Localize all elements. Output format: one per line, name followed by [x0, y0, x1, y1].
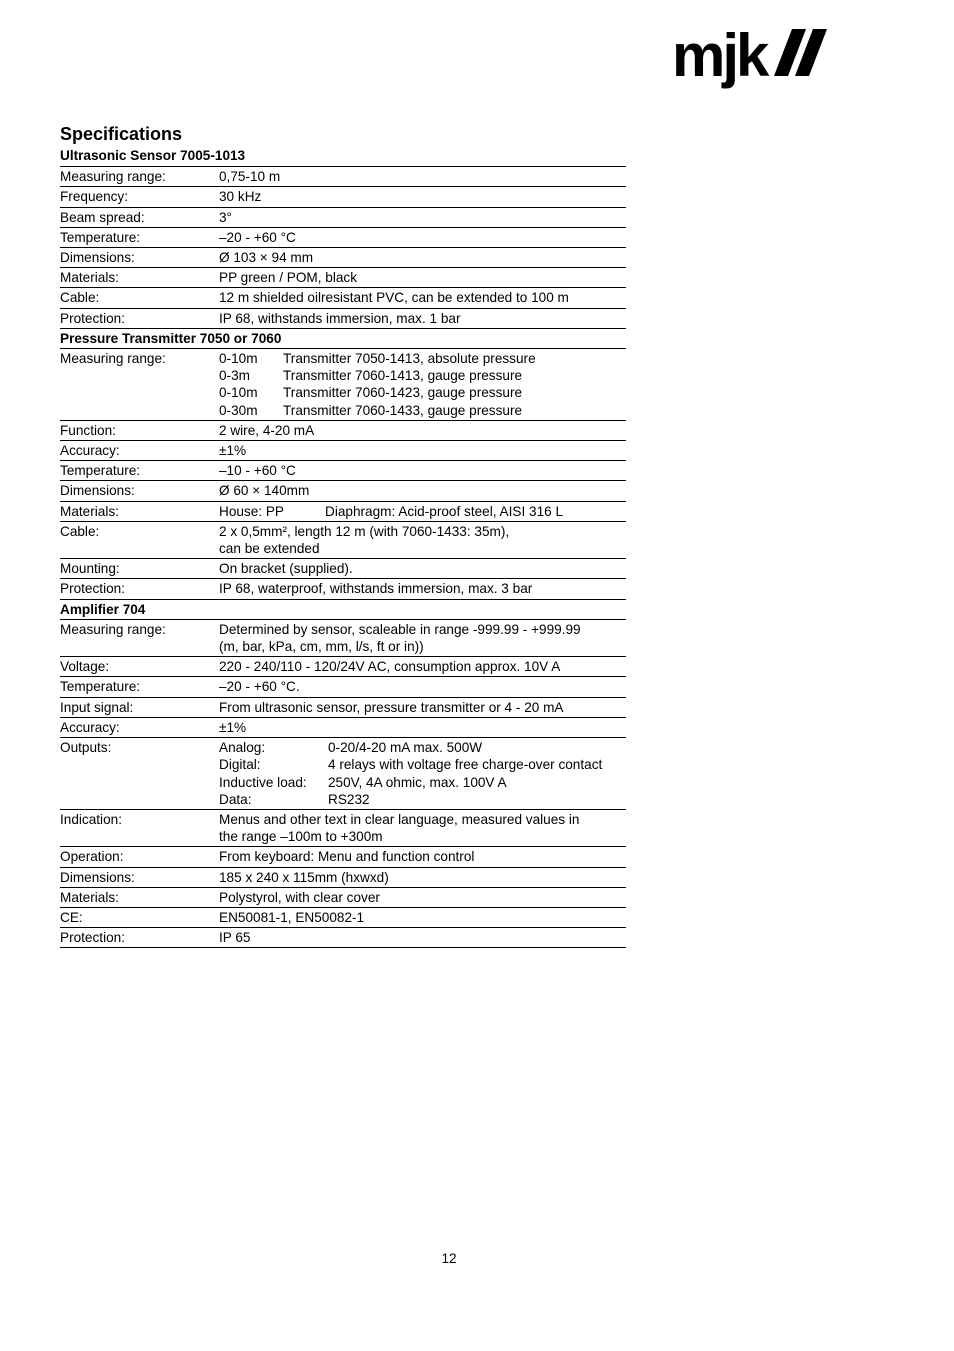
spec-label: Frequency:	[60, 187, 219, 207]
output-value: RS232	[328, 791, 370, 807]
spec-row	[60, 657, 626, 677]
spec-label: Dimensions:	[60, 867, 219, 887]
measuring-line	[219, 367, 626, 384]
spec-row	[60, 579, 626, 599]
spec-label: CE:	[60, 907, 219, 927]
spec-value: 185 x 240 x 115mm (hxwxd)	[219, 867, 626, 887]
spec-row	[60, 207, 626, 227]
spec-row	[60, 481, 626, 501]
spec-row	[60, 268, 626, 288]
spec-row	[60, 461, 626, 481]
spec-value: 12 m shielded oilresistant PVC, can be extended to 100 m	[219, 288, 626, 308]
spec-row	[60, 697, 626, 717]
spec-value	[219, 521, 626, 558]
spec-row	[60, 349, 626, 421]
spec-label: Mounting:	[60, 559, 219, 579]
spec-value: On bracket (supplied).	[219, 559, 626, 579]
logo-text: mjk	[672, 26, 767, 89]
spec-value: IP 65	[219, 928, 626, 948]
output-line	[219, 791, 626, 808]
range: 0-10m	[219, 351, 258, 367]
section-ultrasonic	[60, 146, 626, 167]
spec-row	[60, 420, 626, 440]
spec-value: IP 68, waterproof, withstands immersion, max. 3 bar	[219, 579, 626, 599]
output-key: Digital:	[219, 757, 261, 773]
spec-value: ±1%	[219, 717, 626, 737]
spec-label: Measuring range:	[60, 167, 219, 187]
range-desc: Transmitter 7060-1423, gauge pressure	[283, 385, 523, 401]
spec-value: Ø 103 × 94 mm	[219, 248, 626, 268]
spec-row	[60, 867, 626, 887]
spec-label: Materials:	[60, 501, 219, 521]
spec-value: ±1%	[219, 441, 626, 461]
specifications-table	[60, 146, 626, 948]
output-value: 0-20/4-20 mA max. 500W	[328, 740, 483, 756]
spec-row	[60, 288, 626, 308]
spec-row	[60, 717, 626, 737]
spec-row	[60, 248, 626, 268]
spec-value: –20 - +60 °C.	[219, 677, 626, 697]
section-heading: Amplifier 704	[60, 599, 626, 619]
range-desc: Transmitter 7050-1413, absolute pressure	[283, 351, 536, 367]
spec-label: Measuring range:	[60, 349, 219, 421]
spec-label: Voltage:	[60, 657, 219, 677]
material-house: House: PP	[219, 503, 284, 519]
spec-value: –10 - +60 °C	[219, 461, 626, 481]
spec-value: From keyboard: Menu and function control	[219, 847, 626, 867]
section-amplifier	[60, 599, 626, 619]
spec-row	[60, 441, 626, 461]
range: 0-10m	[219, 385, 258, 401]
spec-value	[219, 349, 626, 421]
range: 0-3m	[219, 368, 250, 384]
spec-row	[60, 167, 626, 187]
indication-line-1: Menus and other text in clear language, measured values in	[219, 811, 580, 827]
output-key: Analog:	[219, 740, 266, 756]
spec-value	[219, 738, 626, 810]
spec-value: –20 - +60 °C	[219, 227, 626, 247]
spec-value: 30 kHz	[219, 187, 626, 207]
output-line	[219, 739, 626, 756]
spec-label: Function:	[60, 420, 219, 440]
spec-label: Materials:	[60, 887, 219, 907]
measuring-line	[219, 350, 626, 367]
spec-row	[60, 227, 626, 247]
spec-row	[60, 308, 626, 328]
spec-label: Protection:	[60, 579, 219, 599]
spec-label: Indication:	[60, 809, 219, 846]
output-line	[219, 756, 626, 773]
spec-label: Temperature:	[60, 227, 219, 247]
output-value: 250V, 4A ohmic, max. 100V A	[328, 774, 507, 790]
section-heading: Ultrasonic Sensor 7005-1013	[60, 146, 626, 167]
spec-value: From ultrasonic sensor, pressure transmitter or 4 - 20 mA	[219, 697, 626, 717]
spec-label: Dimensions:	[60, 248, 219, 268]
spec-row	[60, 847, 626, 867]
section-heading: Pressure Transmitter 7050 or 7060	[60, 328, 626, 348]
output-key: Inductive load:	[219, 774, 307, 790]
spec-value: Ø 60 × 140mm	[219, 481, 626, 501]
spec-row	[60, 521, 626, 558]
measuring-line	[219, 402, 626, 419]
spec-label: Outputs:	[60, 738, 219, 810]
spec-label: Cable:	[60, 521, 219, 558]
spec-value: 3°	[219, 207, 626, 227]
spec-label: Protection:	[60, 928, 219, 948]
output-line	[219, 774, 626, 791]
material-diaphragm: Diaphragm: Acid-proof steel, AISI 316 L	[325, 503, 564, 519]
spec-value: PP green / POM, black	[219, 268, 626, 288]
spec-label: Input signal:	[60, 697, 219, 717]
spec-label: Accuracy:	[60, 717, 219, 737]
mjk-logo	[672, 26, 842, 92]
spec-label: Protection:	[60, 308, 219, 328]
spec-label: Operation:	[60, 847, 219, 867]
spec-label: Temperature:	[60, 677, 219, 697]
page-number: 12	[441, 1251, 457, 1266]
spec-row	[60, 887, 626, 907]
spec-value: EN50081-1, EN50082-1	[219, 907, 626, 927]
spec-row	[60, 677, 626, 697]
spec-row	[60, 559, 626, 579]
spec-value: 0,75-10 m	[219, 167, 626, 187]
output-key: Data:	[219, 791, 252, 807]
output-value: 4 relays with voltage free charge-over contact	[328, 757, 603, 773]
measuring-line-1: Determined by sensor, scaleable in range -999.99 - +999.99	[219, 621, 581, 637]
spec-label: Cable:	[60, 288, 219, 308]
range-desc: Transmitter 7060-1433, gauge pressure	[283, 402, 523, 418]
spec-label: Accuracy:	[60, 441, 219, 461]
section-pressure	[60, 328, 626, 348]
range: 0-30m	[219, 402, 258, 418]
spec-row	[60, 187, 626, 207]
spec-row	[60, 738, 626, 810]
spec-row	[60, 619, 626, 656]
spec-value	[219, 809, 626, 846]
spec-row	[60, 809, 626, 846]
spec-row	[60, 928, 626, 948]
measuring-line	[219, 384, 626, 401]
range-desc: Transmitter 7060-1413, gauge pressure	[283, 368, 523, 384]
spec-value: 220 - 240/110 - 120/24V AC, consumption approx. 10V A	[219, 657, 626, 677]
indication-line-2: the range –100m to +300m	[219, 829, 383, 845]
spec-label: Measuring range:	[60, 619, 219, 656]
cable-line-2: can be extended	[219, 541, 320, 557]
spec-value: IP 68, withstands immersion, max. 1 bar	[219, 308, 626, 328]
page-title: Specifications	[60, 124, 183, 144]
spec-value	[219, 619, 626, 656]
measuring-line-2: (m, bar, kPa, cm, mm, l/s, ft or in))	[219, 639, 424, 655]
spec-label: Materials:	[60, 268, 219, 288]
spec-label: Beam spread:	[60, 207, 219, 227]
spec-row	[60, 501, 626, 521]
spec-label: Temperature:	[60, 461, 219, 481]
spec-value	[219, 501, 626, 521]
spec-row	[60, 907, 626, 927]
spec-value: 2 wire, 4-20 mA	[219, 420, 626, 440]
cable-line-1: 2 x 0,5mm², length 12 m (with 7060-1433: 35m),	[219, 523, 510, 539]
spec-value: Polystyrol, with clear cover	[219, 887, 626, 907]
spec-label: Dimensions:	[60, 481, 219, 501]
